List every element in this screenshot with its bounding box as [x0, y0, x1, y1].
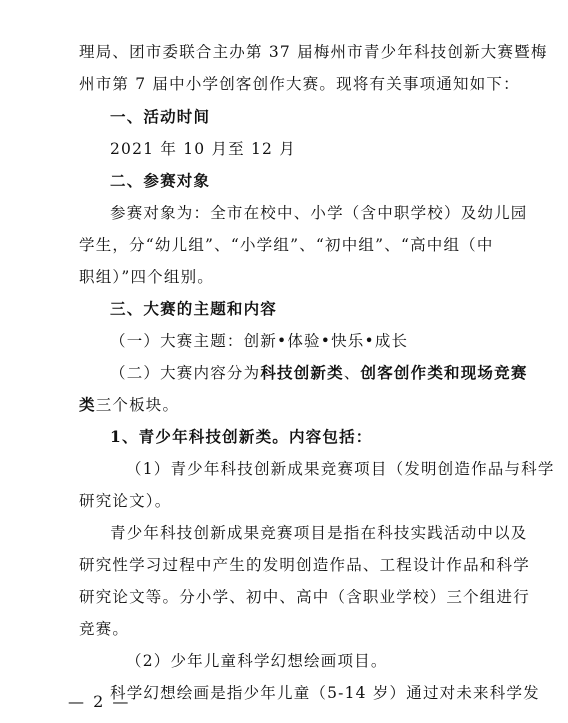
body-text-line: 研究论文）。 — [79, 492, 172, 510]
text-segment: 、 — [343, 364, 361, 382]
body-text-line: 科学幻想绘画是指少年儿童（5-14 岁）通过对未来科学发 — [110, 684, 540, 702]
body-text-line: 学生，分“幼儿组”、“小学组”、“初中组”、“高中组（中 — [79, 236, 494, 254]
body-text-line: 职组）”四个组别。 — [79, 268, 214, 286]
body-text-line: 竞赛。 — [79, 620, 130, 638]
section-heading-time: 一、活动时间 — [110, 108, 211, 126]
section-heading-participants: 二、参赛对象 — [110, 172, 211, 190]
body-text-line: 参赛对象为：全市在校中、小学（含中职学校）及幼儿园 — [110, 204, 528, 222]
body-text-line: （2）少年儿童科学幻想绘画项目。 — [126, 652, 388, 670]
page-number: — 2 — — [68, 692, 131, 711]
body-text-line — [79, 395, 179, 415]
body-text-line: 2021 年 10 月至 12 月 — [110, 140, 296, 158]
subsection-heading: 1、青少年科技创新类。内容包括： — [110, 427, 373, 446]
emphasis-text: 类 — [79, 395, 96, 414]
body-text-line: 研究论文等。分小学、初中、高中（含职业学校）三个组进行 — [79, 588, 530, 606]
body-text-line: （1）青少年科技创新成果竞赛项目（发明创造作品与科学 — [126, 460, 555, 478]
section-heading-theme: 三、大赛的主题和内容 — [110, 300, 278, 318]
emphasis-text: 创客创作类和现场竞赛 — [360, 363, 528, 382]
body-text-line: （一）大赛主题：创新•体验•快乐•成长 — [110, 332, 409, 350]
body-text-line — [110, 363, 528, 383]
body-text-line: 理局、团市委联合主办第 37 届梅州市青少年科技创新大赛暨梅 — [79, 43, 548, 61]
body-text-line: 研究性学习过程中产生的发明创造作品、工程设计作品和科学 — [79, 556, 530, 574]
text-segment: 三个板块。 — [95, 396, 180, 414]
text-segment: （二）大赛内容分为 — [110, 364, 261, 382]
body-text-line: 青少年科技创新成果竞赛项目是指在科技实践活动中以及 — [110, 524, 528, 542]
body-text-line: 州市第 7 届中小学创客创作大赛。现将有关事项通知如下： — [79, 75, 520, 93]
emphasis-text: 科技创新类 — [260, 363, 344, 382]
